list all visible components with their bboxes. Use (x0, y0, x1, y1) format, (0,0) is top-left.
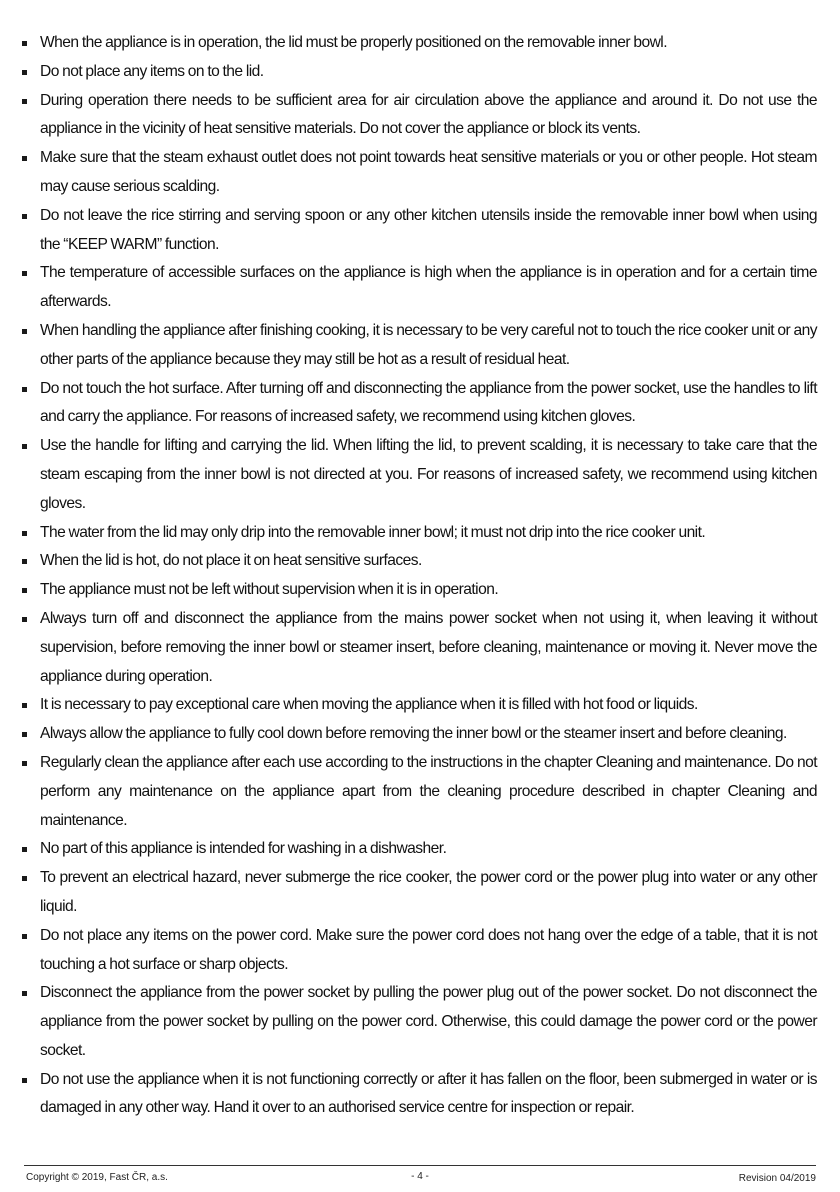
square-bullet-icon (22, 156, 27, 161)
list-item (22, 259, 817, 317)
list-item-text: To prevent an electrical hazard, never submerge the rice cooker, the power cord or the power plug into water or any other liquid. (40, 869, 817, 915)
list-item-text: Do not touch the hot surface. After turning off and disconnecting the appliance from the power socket, use the handles to lift and carry the appliance. For reasons of increased safety, we recommend using kitchen gloves. (40, 379, 817, 426)
list-item (22, 605, 817, 691)
list-item (22, 547, 817, 576)
list-item-text: Use the handle for lifting and carrying the lid. When lifting the lid, to prevent scalding, it is necessary to take care that the steam escaping from the inner bowl is not directed at you. For reasons of increased safety, we recommend using kitchen gloves. (40, 437, 817, 512)
square-bullet-icon (22, 41, 27, 46)
list-item (22, 375, 817, 433)
square-bullet-icon (22, 1078, 27, 1083)
square-bullet-icon (22, 70, 27, 75)
list-item-text: Do not place any items on the power cord. Make sure the power cord does not hang over the edge of a table, that it is not touching a hot surface or sharp objects. (40, 926, 817, 973)
square-bullet-icon (22, 703, 27, 708)
square-bullet-icon (22, 847, 27, 852)
list-item (22, 317, 817, 375)
list-item (22, 720, 817, 749)
footer-revision: Revision 04/2019 (738, 1173, 816, 1184)
list-item-text: Do not use the appliance when it is not functioning correctly or after it has fallen on the floor, been submerged in water or is damaged in any other way. Hand it over to an authorised service centre for inspection or repair. (40, 1070, 817, 1117)
list-item (22, 519, 817, 548)
list-item-text: The appliance must not be left without supervision when it is in operation. (40, 581, 499, 599)
list-item-text: When the appliance is in operation, the lid must be properly positioned on the removable inner bowl. (40, 34, 668, 51)
footer-copyright: Copyright © 2019, Fast ČR, a.s. (26, 1172, 168, 1183)
list-item-text: When the lid is hot, do not place it on heat sensitive surfaces. (40, 552, 422, 570)
list-item-text: The temperature of accessible surfaces on the appliance is high when the appliance is in operation and for a certain time afterwards. (40, 264, 817, 311)
list-item (22, 864, 817, 922)
square-bullet-icon (22, 329, 27, 334)
list-item (22, 1066, 817, 1124)
list-item-text: Always allow the appliance to fully cool down before removing the inner bowl or the steamer insert and before cleaning. (40, 725, 787, 743)
footer-divider (24, 1165, 816, 1166)
list-item-text: Do not place any items on to the lid. (40, 62, 264, 80)
square-bullet-icon (22, 531, 27, 536)
square-bullet-icon (22, 214, 27, 219)
list-item-text: No part of this appliance is intended for washing in a dishwasher. (40, 840, 447, 858)
list-item-text: Regularly clean the appliance after each use according to the instructions in the chapter Cleaning and maintenance. Do not perform any maintenance on the appliance apart from the cleaning procedure described in chapter Cleaning and maintenance. (40, 753, 817, 829)
list-item (22, 87, 817, 145)
square-bullet-icon (22, 387, 27, 392)
square-bullet-icon (22, 99, 27, 104)
list-item (22, 29, 817, 58)
list-item-text: During operation there needs to be sufficient area for air circulation above the appliance and around it. Do not use the appliance in the vicinity of heat sensitive materials. Do not cover the appliance or block its vents. (40, 91, 817, 138)
square-bullet-icon (22, 559, 27, 564)
square-bullet-icon (22, 991, 27, 996)
square-bullet-icon (22, 271, 27, 276)
square-bullet-icon (22, 617, 27, 622)
list-item (22, 922, 817, 980)
square-bullet-icon (22, 588, 27, 593)
square-bullet-icon (22, 761, 27, 766)
list-item-text: The water from the lid may only drip into the removable inner bowl; it must not drip into the rice cooker unit. (40, 523, 706, 541)
square-bullet-icon (22, 444, 27, 449)
square-bullet-icon (22, 934, 27, 939)
safety-instructions-list (22, 29, 817, 1123)
list-item-text: Make sure that the steam exhaust outlet does not point towards heat sensitive materials or you or other people. Hot steam may cause serious scalding. (40, 149, 817, 195)
list-item (22, 835, 817, 864)
list-item-text: Disconnect the appliance from the power socket by pulling the power plug out of the power socket. Do not disconnect the appliance from the power socket by pulling on the power cord. Otherwise, this could damage the power cord or the power socket. (40, 984, 817, 1059)
list-item-text: When handling the appliance after finishing cooking, it is necessary to be very careful not to touch the rice cooker unit or any other parts of the appliance because they may still be hot as a result of residual heat. (40, 321, 817, 368)
square-bullet-icon (22, 876, 27, 881)
footer-page-number: - 4 - (411, 1171, 429, 1182)
list-item (22, 432, 817, 518)
list-item-text: Do not leave the rice stirring and serving spoon or any other kitchen utensils inside the removable inner bowl when using the “KEEP WARM” function. (40, 206, 817, 253)
list-item (22, 691, 817, 720)
list-item-text: Always turn off and disconnect the appliance from the mains power socket when not using it, when leaving it without supervision, before removing the inner bowl or steamer insert, before cleaning, maintenance or moving it. Never move the appliance during operation. (40, 609, 817, 685)
list-item (22, 749, 817, 835)
page-footer (24, 1170, 816, 1186)
list-item (22, 58, 817, 87)
list-item (22, 576, 817, 605)
list-item-text: It is necessary to pay exceptional care when moving the appliance when it is filled with hot food or liquids. (40, 696, 698, 714)
list-item (22, 144, 817, 202)
list-item (22, 979, 817, 1065)
list-item (22, 202, 817, 260)
square-bullet-icon (22, 732, 27, 737)
